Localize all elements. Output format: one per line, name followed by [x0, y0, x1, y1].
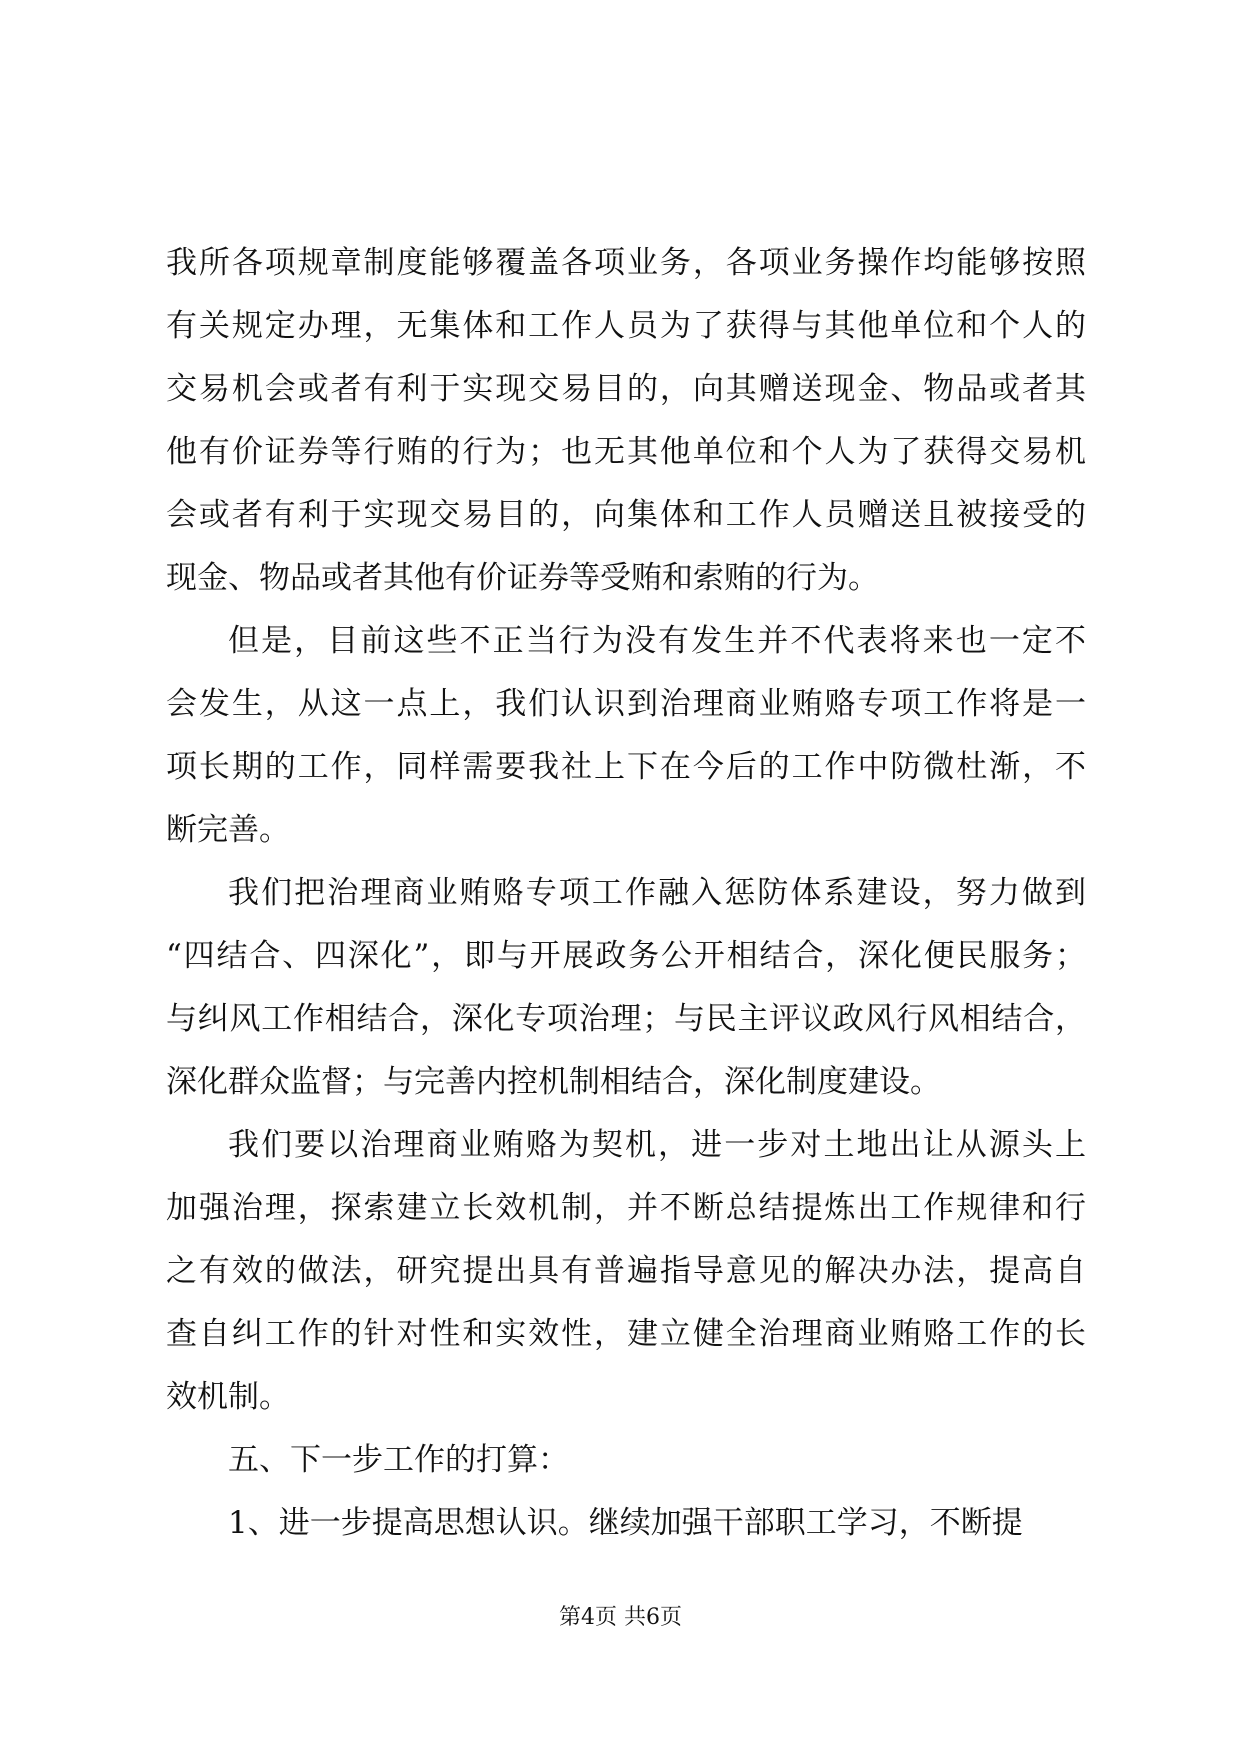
paragraph-line: 五、下一步工作的打算： [228, 1442, 569, 1478]
paragraph-line: “四结合、四深化”，即与开展政务公开相结合，深化便民服务； [166, 938, 1086, 974]
page-footer: 第4页 共6页 [559, 1605, 682, 1630]
document-body [166, 232, 1086, 1555]
paragraph-line: 有关规定办理，无集体和工作人员为了获得与其他单位和个人的 [166, 308, 1086, 344]
paragraph-line: 效机制。 [166, 1379, 290, 1415]
paragraph-line: 加强治理，探索建立长效机制，并不断总结提炼出工作规律和行 [166, 1190, 1086, 1226]
paragraph-line: 我们要以治理商业贿赂为契机，进一步对土地出让从源头上 [228, 1127, 1086, 1163]
paragraph-line: 断完善。 [166, 812, 290, 848]
paragraph-line: 查自纠工作的针对性和实效性，建立健全治理商业贿赂工作的长 [166, 1316, 1086, 1352]
paragraph-line: 1、进一步提高思想认识。继续加强干部职工学习，不断提 [228, 1505, 1023, 1541]
paragraph-line: 之有效的做法，研究提出具有普遍指导意见的解决办法，提高自 [166, 1253, 1086, 1289]
paragraph-line: 他有价证券等行贿的行为；也无其他单位和个人为了获得交易机 [166, 434, 1086, 470]
paragraph-line: 项长期的工作，同样需要我社上下在今后的工作中防微杜渐，不 [166, 749, 1086, 785]
paragraph-line: 与纠风工作相结合，深化专项治理；与民主评议政风行风相结合， [166, 1001, 1086, 1037]
paragraph-line: 我所各项规章制度能够覆盖各项业务，各项业务操作均能够按照 [166, 245, 1086, 281]
paragraph-line: 现金、物品或者其他有价证券等受贿和索贿的行为。 [166, 560, 879, 596]
paragraph-line: 交易机会或者有利于实现交易目的，向其赠送现金、物品或者其 [166, 371, 1086, 407]
paragraph-line: 深化群众监督；与完善内控机制相结合，深化制度建设。 [166, 1064, 941, 1100]
paragraph-line: 我们把治理商业贿赂专项工作融入惩防体系建设，努力做到 [228, 875, 1086, 911]
paragraph-line: 会发生，从这一点上，我们认识到治理商业贿赂专项工作将是一 [166, 686, 1086, 722]
paragraph-line: 但是，目前这些不正当行为没有发生并不代表将来也一定不 [228, 623, 1086, 659]
paragraph-line: 会或者有利于实现交易目的，向集体和工作人员赠送且被接受的 [166, 497, 1086, 533]
